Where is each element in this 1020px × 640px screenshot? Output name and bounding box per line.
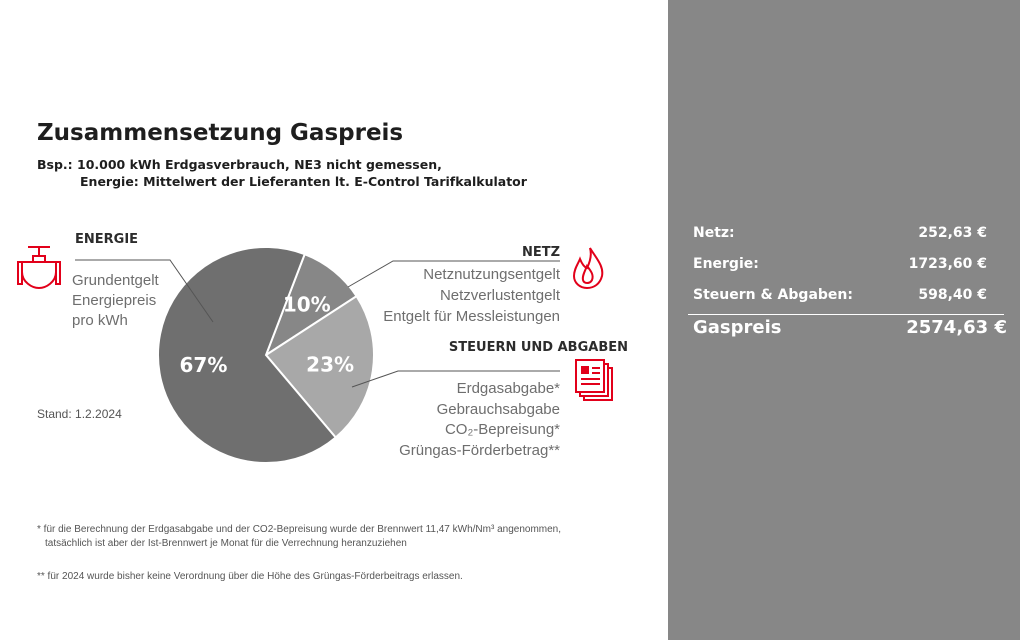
steuern-item: Grüngas-Förderbetrag**: [399, 442, 560, 459]
footnote-2: ** für 2024 wurde bisher keine Verordnung über die Höhe des Grüngas-Förderbeitrags erlassen.: [37, 571, 463, 582]
summary-total: [693, 317, 1007, 343]
netz-heading: NETZ: [521, 245, 560, 260]
pie-label-netz: 10%: [282, 292, 331, 317]
valve-icon: [18, 247, 60, 288]
footnote-1-line1: * für die Berechnung der Erdgasabgabe und der CO2-Bepreisung wurde der Brennwert 11,47 kWh/Nm³ angenommen,: [37, 524, 561, 535]
chart-title: Zusammensetzung Gaspreis: [37, 120, 404, 146]
energie-item: Grundentgelt: [72, 272, 159, 289]
netz-item: Entgelt für Messleistungen: [383, 308, 560, 325]
footnote-1-line2: tatsächlich ist aber der Ist-Brennwert je Monat für die Verrechnung heranzuziehen: [45, 538, 407, 549]
summary-value: 1723,60 €: [908, 256, 987, 272]
summary-divider: [688, 314, 1004, 315]
energie-item: Energiepreis: [72, 292, 157, 309]
summary-value: 598,40 €: [918, 287, 987, 303]
energie-item: pro kWh: [72, 312, 128, 329]
chart-subtitle-line1: Bsp.: 10.000 kWh Erdgasverbrauch, NE3 nicht gemessen,: [37, 157, 442, 172]
pie-label-energie: 67%: [179, 352, 228, 377]
summary-label: Netz:: [693, 225, 735, 241]
energie-heading: ENERGIE: [75, 232, 139, 247]
summary-value: 252,63 €: [918, 225, 987, 241]
documents-icon: [576, 360, 612, 400]
netz-item: Netznutzungsentgelt: [423, 266, 560, 283]
netz-item: Netzverlustentgelt: [439, 287, 560, 304]
chart-subtitle-line2: Energie: Mittelwert der Lieferanten lt. E-Control Tarifkalkulator: [80, 174, 527, 189]
stand-date: Stand: 1.2.2024: [37, 407, 122, 421]
summary-row-netz: [693, 225, 987, 249]
steuern-item: Gebrauchsabgabe: [436, 401, 560, 418]
pie-label-steuern: 23%: [306, 352, 355, 377]
total-value: 2574,63 €: [906, 317, 1007, 338]
flame-icon: [574, 248, 602, 288]
summary-row-energie: [693, 256, 987, 280]
total-label: Gaspreis: [693, 317, 782, 338]
summary-label: Steuern & Abgaben:: [693, 287, 853, 303]
steuern-heading: STEUERN UND ABGABEN: [448, 340, 628, 355]
steuern-item: Erdgasabgabe*: [456, 380, 560, 397]
summary-label: Energie:: [693, 256, 759, 272]
steuern-item: CO₂-Bepreisung*: [444, 421, 560, 438]
summary-row-steuern: [693, 287, 987, 311]
